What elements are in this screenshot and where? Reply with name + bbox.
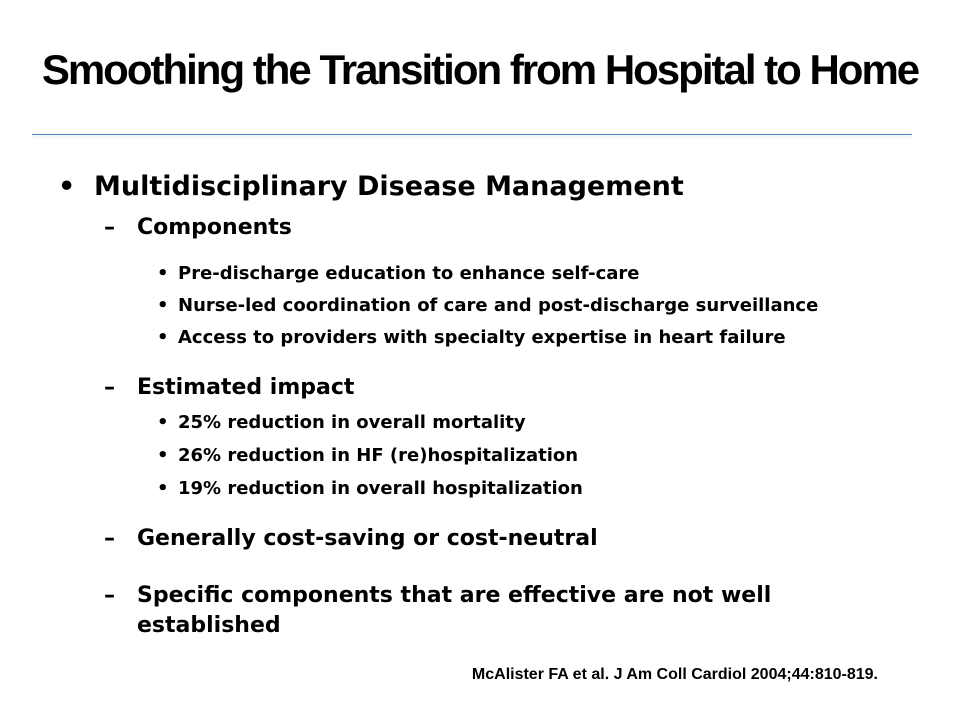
specific-bullet-line1: Specific components that are effective are not well [137, 583, 772, 608]
impact-item: 26% reduction in HF (re)hospitalization [178, 445, 579, 466]
sub-bullet-marker: • [157, 295, 169, 316]
dash-marker: – [104, 526, 115, 551]
sub-bullet-marker: • [157, 445, 169, 466]
title-divider [32, 134, 912, 135]
sub-bullet-marker: • [157, 327, 169, 348]
main-bullet: Multidisciplinary Disease Management [94, 171, 684, 202]
citation: McAlister FA et al. J Am Coll Cardiol 2004;44:810-819. [471, 666, 878, 683]
component-item: Access to providers with specialty expertise in heart failure [178, 327, 786, 348]
component-item: Pre-discharge education to enhance self-care [178, 263, 640, 284]
dash-marker: – [104, 583, 115, 608]
components-heading: Components [137, 215, 292, 240]
cost-bullet: Generally cost-saving or cost-neutral [137, 526, 598, 551]
dash-marker: – [104, 375, 115, 400]
impact-item: 19% reduction in overall hospitalization [178, 478, 583, 499]
sub-bullet-marker: • [157, 412, 169, 433]
specific-bullet-line2: established [137, 613, 281, 638]
sub-bullet-marker: • [157, 478, 169, 499]
dash-marker: – [104, 215, 115, 240]
sub-bullet-marker: • [157, 263, 169, 284]
bullet-marker: • [58, 171, 76, 202]
impact-item: 25% reduction in overall mortality [178, 412, 526, 433]
slide-title: Smoothing the Transition from Hospital to Home [41, 46, 919, 93]
impact-heading: Estimated impact [137, 375, 355, 400]
component-item: Nurse-led coordination of care and post-discharge surveillance [178, 295, 819, 316]
